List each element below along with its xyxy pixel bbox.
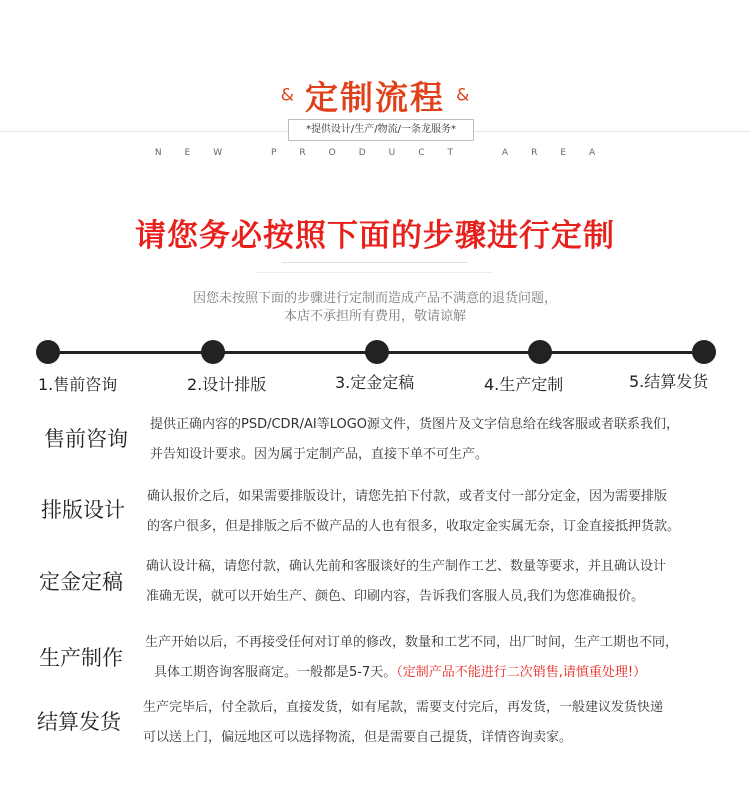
- section-title-deposit: 定金定稿: [39, 570, 123, 594]
- section-title-shipping: 结算发货: [37, 710, 121, 734]
- section-shipping-line-1: 生产完毕后，付全款后，直接发货，如有尾款，需要支付完后，再发货，一般建议发货快递: [143, 700, 664, 715]
- section-text-shipping: [143, 693, 663, 753]
- section-production-line-1: 生产开始以后，不再接受任何对订单的修改，数量和工艺不同，出厂时间，生产工期也不同，: [145, 635, 679, 650]
- section-text-production: [145, 628, 678, 688]
- notice-line-1: 因您未按照下面的步骤进行定制而造成产品不满意的退货问题，: [192, 291, 557, 306]
- service-subtitle: *提供设计/生产/物流/一条龙服务*: [288, 119, 474, 141]
- step-dot-1: [36, 340, 60, 364]
- headline-underline-secondary: [256, 272, 492, 273]
- step-dot-2: [201, 340, 225, 364]
- section-title-consult: 售前咨询: [44, 427, 128, 451]
- section-production-line-2-text: 具体工期咨询客服商定。一般都是5-7天。: [154, 665, 397, 680]
- notice-line-2: 本店不承担所有费用，敬请谅解: [283, 309, 466, 324]
- section-text-layout: [147, 482, 680, 542]
- section-layout-line-1: 确认报价之后，如果需要排版设计，请您先拍下付款，或者支付一部分定金，因为需要排版: [147, 489, 668, 504]
- section-production-line-2: [145, 658, 678, 688]
- step-label-3: 3.定金定稿: [335, 373, 415, 392]
- headline-underline: [282, 262, 468, 263]
- ampersand-left: &: [280, 85, 294, 106]
- step-label-4: 4.生产定制: [484, 375, 564, 394]
- new-product-area-caption: NEW PRODUCT AREA: [154, 148, 619, 158]
- section-title-layout: 排版设计: [41, 498, 125, 522]
- headline: 请您务必按照下面的步骤进行定制: [135, 218, 615, 254]
- step-dot-5: [692, 340, 716, 364]
- section-text-consult: [150, 410, 679, 470]
- step-dot-4: [528, 340, 552, 364]
- section-text-deposit: [146, 552, 666, 612]
- section-title-production: 生产制作: [39, 646, 123, 670]
- section-deposit-line-2: 准确无误，就可以开始生产、颜色、印刷内容，告诉我们客服人员,我们为您准确报价。: [146, 589, 645, 604]
- section-deposit-line-1: 确认设计稿，请您付款，确认先前和客服谈好的生产制作工艺、数量等要求，并且确认设计: [146, 559, 667, 574]
- step-dot-3: [365, 340, 389, 364]
- section-consult-line-1: 提供正确内容的PSD/CDR/AI等LOGO源文件，货图片及文字信息给在线客服或者联系我们，: [150, 417, 680, 432]
- ampersand-right: &: [456, 85, 470, 106]
- section-consult-line-2: 并告知设计要求。因为属于定制产品，直接下单不可生产。: [150, 447, 489, 462]
- step-label-5: 5.结算发货: [629, 372, 709, 391]
- section-layout-line-2: 的客户很多，但是排版之后不做产品的人也有很多，收取定金实属无奈，订金直接抵押货款。: [147, 519, 681, 534]
- step-label-1: 1.售前咨询: [38, 375, 118, 394]
- production-warning: （定制产品不能进行二次销售,请慎重处理!）: [396, 665, 647, 680]
- step-label-2: 2.设计排版: [187, 375, 267, 394]
- refund-notice: [0, 290, 750, 326]
- section-shipping-line-2: 可以送上门，偏远地区可以选择物流，但是需要自己提货，详情咨询卖家。: [143, 730, 573, 745]
- header-title-block: [0, 72, 750, 119]
- page-title: 定制流程: [305, 78, 445, 117]
